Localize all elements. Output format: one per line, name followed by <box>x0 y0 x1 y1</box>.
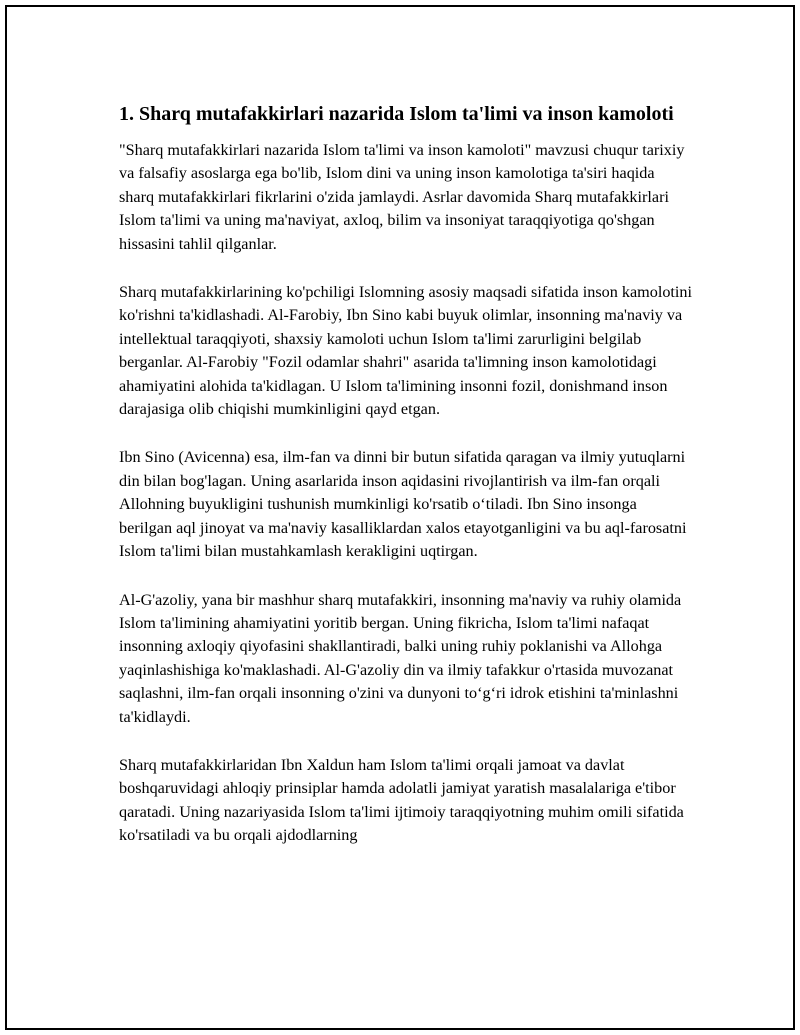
paragraph-farobiy: Sharq mutafakkirlarining ko'pchiligi Islomning asosiy maqsadi sifatida inson kamolotini ko'rishni ta'kidlashadi. Al-Farobiy, Ibn Sino kabi buyuk olimlar, insonning ma'naviy va intellektual taraqqiyoti, shaxsiy kamoloti uchun Islom ta'limi zarurligini belgilab berganlar. Al-Farobiy "Fozil odamlar shahri" asarida ta'limning inson kamolotidagi ahamiyatini alohida ta'kidlagan. U Islom ta'limining insonni fozil, donishmand inson darajasiga olib chiqishi mumkinligini qayd etgan. <box>119 283 692 419</box>
paragraph-intro: "Sharq mutafakkirlari nazarida Islom ta'limi va inson kamoloti" mavzusi chuqur tarixiy va falsafiy asoslarga ega bo'lib, Islom dini va uning inson kamolotiga ta'siri haqida sharq mutafakkirlari fikrlarini o'zida jamlaydi. Asrlar davomida Sharq mutafakkirlari Islom ta'limi va uning ma'naviyat, axloq, bilim va insoniyat taraqqiyotiga qo'shgan hissasini tahlil qilganlar. <box>119 141 685 253</box>
paragraph-ibn-xaldun: Sharq mutafakkirlaridan Ibn Xaldun ham Islom ta'limi orqali jamoat va davlat boshqaruvidagi ahloqiy prinsiplar hamda adolatli jamiyat yaratish masalalariga e'tibor qaratadi. Uning nazariyasida Islom ta'limi ijtimoiy taraqqiyotning muhim omili sifatida ko'rsatiladi va bu orqali ajdodlarning <box>119 755 684 845</box>
document-page <box>5 5 795 1030</box>
paragraph-gazoliy: Al-G'azoliy, yana bir mashhur sharq mutafakkiri, insonning ma'naviy va ruhiy olamida Islom ta'limining ahamiyatini yoritib bergan. Uning fikricha, Islom ta'limi nafaqat insonning axloqiy qiyofasini shakllantiradi, balki uning ruhiy poklanishi va Allohga yaqinlashishiga ko'maklashadi. Al-G'azoliy din va ilmiy tafakkur o'rtasida muvozanat saqlashni, ilm-fan orqali insonning o'zini va dunyoni to‘g‘ri idrok etishini ta'minlashni ta'kidlaydi. <box>119 590 682 726</box>
section-heading: 1. Sharq mutafakkirlari nazarida Islom ta'limi va inson kamoloti <box>119 103 674 125</box>
document-body <box>119 101 693 873</box>
paragraph-ibn-sino: Ibn Sino (Avicenna) esa, ilm-fan va dinni bir butun sifatida qaragan va ilmiy yutuqlarni din bilan bog'lagan. Uning asarlarida inson aqidasini rivojlantirish va ilm-fan orqali Allohning buyukligini tushunish mumkinligi ko'rsatib o‘tiladi. Ibn Sino insonga berilgan aql jinoyat va ma'naviy kasalliklardan xalos etayotganligini va bu aql-farosatni Islom ta'limi bilan mustahkamlash kerakligini uqtirgan. <box>119 448 687 561</box>
